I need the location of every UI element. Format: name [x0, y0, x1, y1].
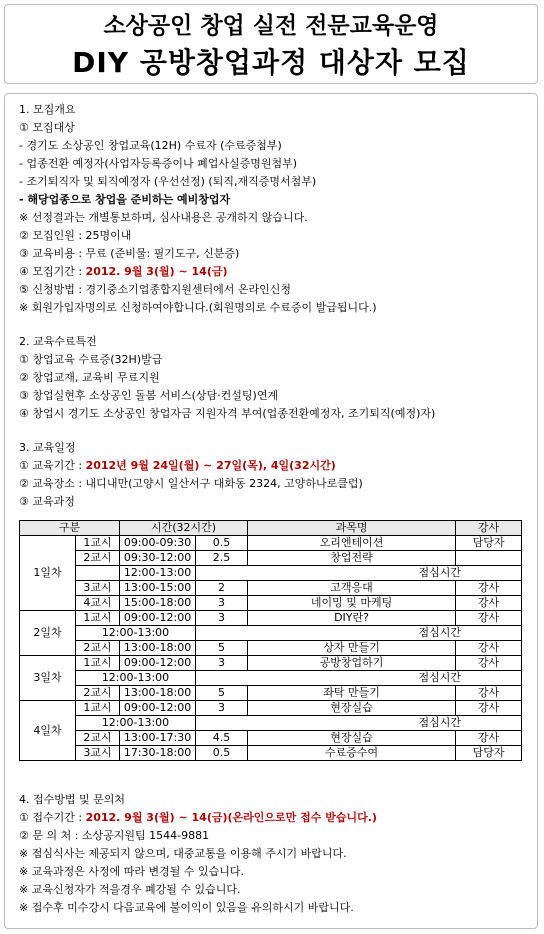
application-period	[19, 810, 377, 826]
period-cell: 3교시	[76, 581, 120, 596]
period-cell: 2교시	[76, 731, 120, 746]
section2-line: ③ 창업실현후 소상공인 돌봄 서비스(상담·컨설팅)연계	[19, 389, 279, 402]
subject-cell: DIY란?	[248, 611, 456, 626]
table-header-row	[20, 521, 522, 536]
section4-line: ※ 교육신청자가 적을경우 폐강될 수 있습니다.	[19, 883, 241, 896]
instructor-cell	[456, 551, 522, 566]
table-row	[20, 746, 522, 761]
section1-heading: 1. 모집개요	[19, 103, 76, 116]
time-cell: 09:00-12:00	[120, 701, 196, 716]
section3-line: ③ 교육과정	[19, 495, 75, 508]
instructor-cell: 담당자	[456, 536, 522, 551]
time-cell: 13:00-18:00	[120, 641, 196, 656]
day-label: 3일차	[20, 656, 76, 701]
table-row	[20, 536, 522, 551]
hours-cell: 3	[196, 611, 248, 626]
application-period-label: ① 접수기간 :	[19, 811, 86, 824]
subject-cell: 현장실습	[248, 731, 456, 746]
table-row	[20, 626, 522, 641]
hours-cell: 5	[196, 686, 248, 701]
table-row	[20, 611, 522, 626]
section4-line: ※ 점심식사는 제공되지 않으며, 대중교통을 이용해 주시기 바랍니다.	[19, 847, 347, 860]
table-row	[20, 686, 522, 701]
table-row	[20, 551, 522, 566]
section3-heading: 3. 교육일정	[19, 441, 76, 454]
instructor-cell: 강사	[456, 611, 522, 626]
time-cell: 09:00-12:00	[120, 611, 196, 626]
recruit-period-value: 2012. 9월 3(월) ~ 14(금)	[85, 265, 228, 278]
instructor-cell: 담당자	[456, 746, 522, 761]
section4-line: ※ 접수후 미수강시 다음교육에 불이익이 있음을 유의하시기 바랍니다.	[19, 901, 354, 914]
section1-line: ① 모집대상	[19, 121, 75, 134]
table-row	[20, 716, 522, 731]
instructor-cell: 강사	[456, 596, 522, 611]
notice-body	[4, 93, 538, 929]
lunch-label: 점심시간	[196, 716, 522, 731]
section2-heading: 2. 교육수료특전	[19, 335, 97, 348]
section4-line: ② 문 의 처 : 소상공지원팀 1544-9881	[19, 829, 210, 842]
time-cell: 17:30-18:00	[120, 746, 196, 761]
subject-cell: 네이밍 및 마케팅	[248, 596, 456, 611]
training-period-label: ① 교육기간 :	[19, 459, 86, 472]
day-label: 4일차	[20, 701, 76, 761]
hours-cell: 4.5	[196, 731, 248, 746]
section2-line: ② 창업교재, 교육비 무료지원	[19, 371, 160, 384]
lunch-label: 점심시간	[196, 626, 522, 641]
recruit-period	[19, 264, 228, 280]
subject-cell: 창업전략	[248, 551, 456, 566]
title-line-2: DIY 공방창업과정 대상자 모집	[72, 46, 470, 79]
period-cell: 3교시	[76, 746, 120, 761]
period-cell: 2교시	[76, 641, 120, 656]
section1-line: - 업종전환 예정자(사업자등록증이나 폐업사실증명원첨부)	[19, 157, 298, 170]
section2-line: ① 창업교육 수료증(32H)발급	[19, 353, 163, 366]
table-row	[20, 731, 522, 746]
subject-cell: 공방창업하기	[248, 656, 456, 671]
section1-line: ② 모집인원 : 25명이내	[19, 229, 132, 242]
period-cell: 4교시	[76, 596, 120, 611]
subject-cell: 상자 만들기	[248, 641, 456, 656]
period-cell: 2교시	[76, 686, 120, 701]
training-period	[19, 458, 336, 474]
recruit-period-label: ④ 모집기간 :	[19, 265, 86, 278]
section4-heading: 4. 접수방법 및 문의처	[19, 793, 125, 806]
period-cell: 2교시	[76, 551, 120, 566]
instructor-cell: 강사	[456, 686, 522, 701]
lunch-time-cell: 12:00-13:00	[120, 566, 196, 581]
hours-cell: 0.5	[196, 536, 248, 551]
subject-cell: 현장실습	[248, 701, 456, 716]
period-cell: 1교시	[76, 611, 120, 626]
section3-line: ② 교육장소 : 내디내만(고양시 일산서구 대화동 2324, 고양하나로클럽)	[19, 477, 363, 490]
section1-line: ※ 회원가입자명의로 신청하여야합니다.(회원명의로 수료증이 발급됩니다.)	[19, 301, 377, 314]
instructor-cell: 강사	[456, 731, 522, 746]
instructor-cell: 강사	[456, 641, 522, 656]
section2-line: ④ 창업시 경기도 소상공인 창업자금 지원자격 부여(업종전환예정자, 조기퇴직(예정)자)	[19, 407, 436, 420]
lunch-label: 점심시간	[196, 671, 522, 686]
column-header: 강사	[456, 521, 522, 536]
subject-cell: 오리엔테이션	[248, 536, 456, 551]
hours-cell: 5	[196, 641, 248, 656]
table-row	[20, 641, 522, 656]
subject-cell: 고객응대	[248, 581, 456, 596]
hours-cell: 3	[196, 596, 248, 611]
lunch-label: 점심시간	[196, 566, 522, 581]
hours-cell: 3	[196, 656, 248, 671]
hours-cell: 2.5	[196, 551, 248, 566]
title-banner	[4, 4, 538, 84]
hours-cell: 2	[196, 581, 248, 596]
subject-cell: 수료증수여	[248, 746, 456, 761]
section1-line: ③ 교육비용 : 무료 (준비물: 필기도구, 신분증)	[19, 247, 240, 260]
table-row	[20, 581, 522, 596]
hours-cell: 0.5	[196, 746, 248, 761]
instructor-cell: 강사	[456, 581, 522, 596]
lunch-time-cell: 12:00-13:00	[76, 626, 196, 641]
time-cell: 13:00-18:00	[120, 686, 196, 701]
empty-cell	[76, 566, 120, 581]
subject-cell: 좌탁 만들기	[248, 686, 456, 701]
column-header: 시간(32시간)	[120, 521, 248, 536]
time-cell: 15:00-18:00	[120, 596, 196, 611]
table-row	[20, 671, 522, 686]
column-header: 과목명	[248, 521, 456, 536]
instructor-cell: 강사	[456, 656, 522, 671]
column-header: 구분	[20, 521, 120, 536]
time-cell: 09:00-09:30	[120, 536, 196, 551]
table-row	[20, 701, 522, 716]
training-period-value: 2012년 9월 24일(월) ~ 27일(목), 4일(32시간)	[85, 459, 336, 472]
table-row	[20, 596, 522, 611]
time-cell: 09:30-12:00	[120, 551, 196, 566]
time-cell: 13:00-17:30	[120, 731, 196, 746]
lunch-time-cell: 12:00-13:00	[76, 716, 196, 731]
table-row	[20, 566, 522, 581]
table-row	[20, 656, 522, 671]
time-cell: 09:00-12:00	[120, 656, 196, 671]
section1-line: ※ 선정결과는 개별통보하며, 심사내용은 공개하지 않습니다.	[19, 211, 308, 224]
lunch-time-cell: 12:00-13:00	[76, 671, 196, 686]
period-cell: 1교시	[76, 701, 120, 716]
hours-cell: 3	[196, 701, 248, 716]
time-cell: 13:00-15:00	[120, 581, 196, 596]
section1-line: ⑤ 신청방법 : 경기중소기업종합지원센터에서 온라인신청	[19, 283, 291, 296]
section1-line: - 경기도 소상공인 창업교육(12H) 수료자 (수료증첨부)	[19, 139, 282, 152]
period-cell: 1교시	[76, 656, 120, 671]
section1-line: - 조기퇴직자 및 퇴직예정자 (우선선정) (퇴직,재직증명서첨부)	[19, 175, 317, 188]
section1-line-bold: - 해당업종으로 창업을 준비하는 예비창업자	[19, 193, 231, 206]
day-label: 1일차	[20, 536, 76, 611]
schedule-table	[19, 520, 522, 761]
day-label: 2일차	[20, 611, 76, 656]
section4-line: ※ 교육과정은 사정에 따라 변경될 수 있습니다.	[19, 865, 244, 878]
title-line-1: 소상공인 창업 실전 전문교육운영	[103, 13, 439, 39]
application-period-value: 2012. 9월 3(월) ~ 14(금)(온라인으로만 접수 받습니다.)	[85, 811, 377, 824]
period-cell: 1교시	[76, 536, 120, 551]
instructor-cell: 강사	[456, 701, 522, 716]
